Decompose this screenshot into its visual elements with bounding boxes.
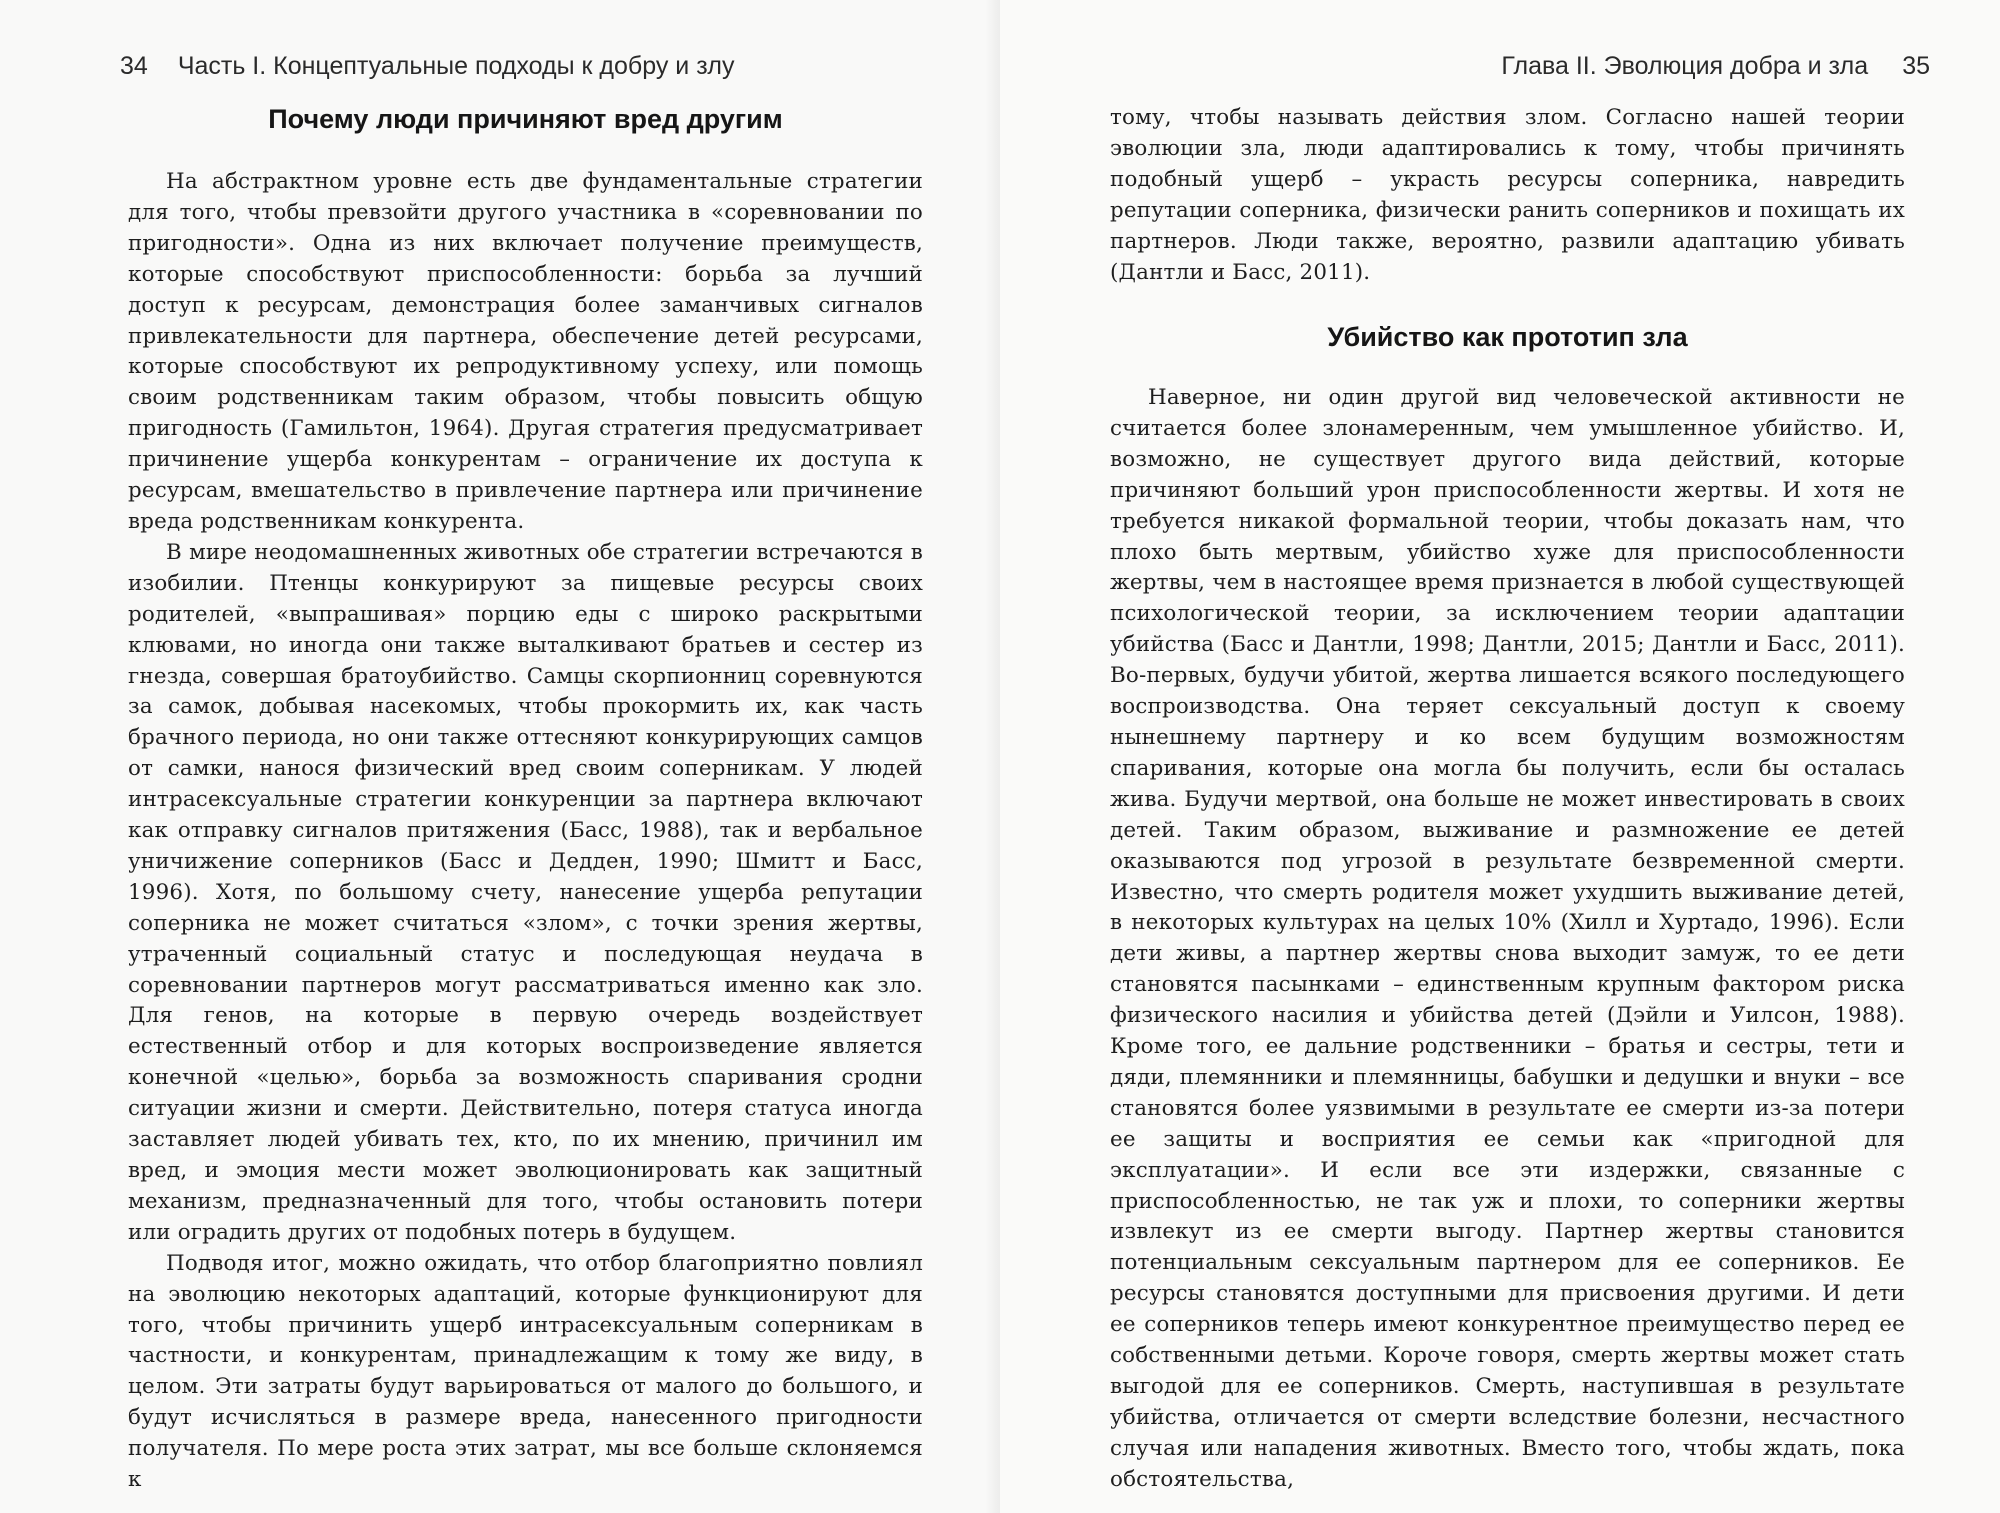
right-running-head <box>1501 52 1930 81</box>
running-head-title: Глава II. Эволюция добра и зла <box>1501 52 1869 80</box>
paragraph: На абстрактном уровне есть две фундаментальные стратегии для того, чтобы превзойти другого участника в «соревновании по пригодности». Одна из них включает получение преимуществ, которые способствуют приспособленности: борьба за лучший доступ к ресурсам, демонстрация более заманчивых сигналов привлекательности для партнера, обеспечение детей ресурсами, которые способствуют их репродуктивному успеху, или помощь своим родственникам таким образом, чтобы повысить общую пригодность (Гамильтон, 1964). Другая стратегия предусматривает причинение ущерба конкурентам – ограничение их доступа к ресурсам, вмешательство в привлечение партнера или причинение вреда родственникам конкурента. <box>128 169 923 534</box>
page-number: 34 <box>120 52 148 80</box>
running-head-title: Часть I. Концептуальные подходы к добру и злу <box>177 52 735 80</box>
continued-text <box>1110 103 1905 288</box>
paragraph: Подводя итог, можно ожидать, что отбор благоприятно повлиял на эволюцию некоторых адаптаций, которые функционируют для того, чтобы причинить ущерб интрасексуальным соперникам в частности, и конкурентам, принадлежащим к тому же виду, в целом. Эти затраты будут варьироваться от малого до большого, и будут исчисляться в размере вреда, нанесенного пригодности получателя. По мере роста этих затрат, мы все больше склоняемся к <box>128 1250 923 1493</box>
paragraph: Наверное, ни один другой вид человеческой активности не считается более злонамеренным, чем умышленное убийство. И, возможно, не существует другого вида действий, которые причиняют больший урон приспособленности жертвы. И хотя не требуется никакой формальной теории, чтобы доказать нам, что плохо быть мертвым, убийство хуже для приспособленности жертвы, чем в настоящее время признается в любой существующей психологической теории, за исключением теории адаптации убийства (Басс и Дантли, 1998; Дантли, 2015; Дантли и Басс, 2011). Во-первых, будучи убитой, жертва лишается всякого последующего воспроизводства. Она теряет сексуальный доступ к своему нынешнему партнеру и ко всем будущим возможностям спаривания, которые она могла бы получить, если бы осталась жива. Будучи мертвой, она больше не может инвестировать в своих детей. Таким образом, выживание и размножение ее детей оказываются под угрозой в результате безвременной смерти. Известно, что смерть родителя может ухудшить выживание детей, в некоторых культурах на целых 10% (Хилл и Хуртадо, 1996). Если дети живы, а партнер жертвы снова выходит замуж, то ее дети становятся пасынками – единственным крупным фактором риска физического насилия и убийства детей (Дэйли и Уилсон, 1988). Кроме того, ее дальние родственники – братья и сестры, тети и дяди, племянники и племянницы, бабушки и дедушки и внуки – все становятся более уязвимыми в результате ее смерти из-за потери ее защиты и восприятия ее семьи как «пригодной для эксплуатации». И если все эти издержки, связанные с приспособленностью, не так уж и плохи, то соперники жертвы извлекут из ее смерти выгоду. Партнер жертвы становится потенциальным сексуальным партнером для ее соперников. Ее ресурсы становятся доступными для присвоения другими. И дети ее соперников теперь имеют конкурентное преимущество перед ее собственными детьми. Короче говоря, смерть жертвы может стать выгодой для ее соперников. Смерть, наступившая в результате убийства, отличается от смерти вследствие болезни, несчастного случая или нападения животных. Вместо того, чтобы ждать, пока обстоятельства, <box>1110 385 1905 1492</box>
section-heading: Почему люди причиняют вред другим <box>268 104 783 134</box>
page-number: 35 <box>1902 52 1930 80</box>
left-body-text <box>128 167 923 1496</box>
section-heading: Убийство как прототип зла <box>1327 322 1688 352</box>
paragraph: тому, чтобы называть действия злом. Согласно нашей теории эволюции зла, люди адаптировались к тому, чтобы причинять подобный ущерб – украсть ресурсы соперника, навредить репутации соперника, физически ранить соперников и похищать их партнеров. Люди также, вероятно, развили адаптацию убивать (Дантли и Басс, 2011). <box>1110 105 1905 285</box>
right-page <box>1000 0 2000 1513</box>
paragraph: В мире неодомашненных животных обе стратегии встречаются в изобилии. Птенцы конкурируют за пищевые ресурсы своих родителей, «выпрашивая» порцию еды с широко раскрытыми клювами, но иногда они также выталкивают братьев и сестер из гнезда, совершая братоубийство. Самцы скорпионниц соревнуются за самок, добывая насекомых, чтобы прокормить их, как часть брачного периода, но они также оттесняют конкурирующих самцов от самки, нанося физический вред своим соперникам. У людей интрасексуальные стратегии конкуренции за партнера включают как отправку сигналов притяжения (Басс, 1988), так и вербальное уничижение соперников (Басс и Дедден, 1990; Шмитт и Басс, 1996). Хотя, по большому счету, нанесение ущерба репутации соперника не может считаться «злом», с точки зрения жертвы, утраченный социальный статус и последующая неудача в соревновании партнеров могут рассматриваться именно как зло. Для генов, на которые в первую очередь воздействует естественный отбор и для которых воспроизведение является конечной «целью», борьба за возможность спаривания сродни ситуации жизни и смерти. Действительно, потеря статуса иногда заставляет людей убивать тех, кто, по их мнению, причинил им вред, и эмоция мести может эволюционировать как защитный механизм, предназначенный для того, чтобы остановить потери или оградить других от подобных потерь в будущем. <box>128 539 923 1245</box>
right-body-text <box>1110 383 1905 1496</box>
left-running-head <box>120 52 734 81</box>
